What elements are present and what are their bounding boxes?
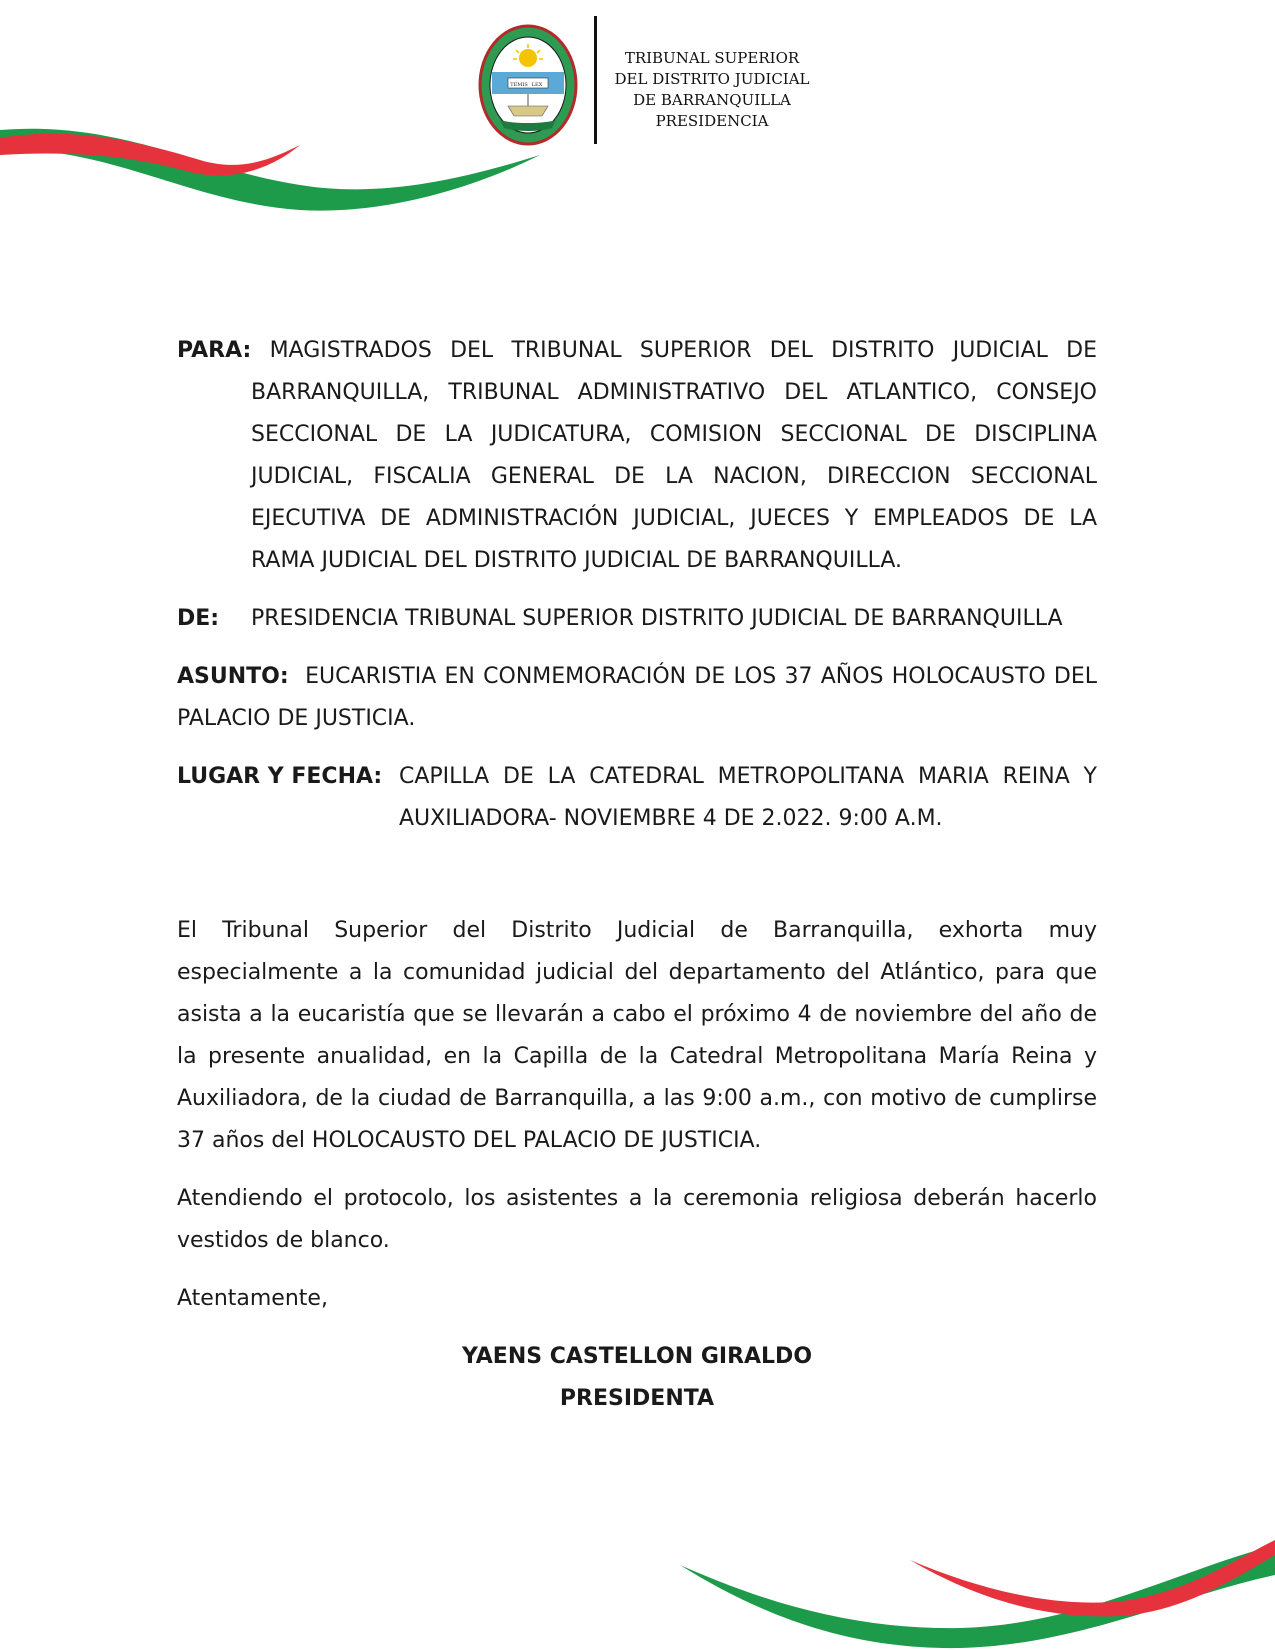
signatory-name: YAENS CASTELLON GIRALDO (461, 1344, 813, 1369)
para-recipients: MAGISTRADOS DEL TRIBUNAL SUPERIOR DEL DISTRITO JUDICIAL DE BARRANQUILLA, TRIBUNAL ADMINISTRATIVO DEL ATLANTICO, CONSEJO SECCIONAL DE LA JUDICATURA, COMISION SECCIONAL DE DISCIPLINA JUDICIAL, FISCALIA GENERAL DE LA NACION, DIRECCION SECCIONAL EJECUTIVA DE ADMINISTRACIÓN JUDICIAL, JUECES Y EMPLEADOS DE LA RAMA JUDICIAL DEL DISTRITO JUDICIAL DE BARRANQUILLA. (251, 338, 1097, 573)
memo-content (177, 330, 1097, 1420)
seal-inner-text: TEMIS (510, 82, 528, 88)
para-label: PARA: (177, 338, 252, 363)
asunto-section (177, 656, 1097, 740)
letterhead-line-2: DEL DISTRITO JUDICIAL (614, 70, 810, 88)
de-sender: PRESIDENCIA TRIBUNAL SUPERIOR DISTRITO JUDICIAL DE BARRANQUILLA (251, 606, 1063, 631)
lugar-label: LUGAR Y FECHA: (177, 764, 383, 789)
lugar-section (177, 756, 1097, 840)
signatory-title: PRESIDENTA (559, 1386, 715, 1411)
decorative-wave-bottom (680, 1520, 1275, 1650)
signature-block (177, 1336, 1097, 1420)
letterhead (612, 48, 812, 132)
asunto-subject: EUCARISTIA EN CONMEMORACIÓN DE LOS 37 AÑOS HOLOCAUSTO DEL PALACIO DE JUSTICIA. (177, 664, 1097, 731)
seal-inner-text-2: LEX (531, 82, 543, 88)
asunto-label: ASUNTO: (177, 664, 289, 689)
body-paragraph-1: El Tribunal Superior del Distrito Judicial de Barranquilla, exhorta muy especialmente a la comunidad judicial del departamento del Atlántico, para que asista a la eucaristía que se llevarán a cabo el próximo 4 de noviembre del año de la presente anualidad, en la Capilla de la Catedral Metropolitana María Reina y Auxiliadora, de la ciudad de Barranquilla, a las 9:00 a.m., con motivo de cumplirse 37 años del HOLOCAUSTO DEL PALACIO DE JUSTICIA. (177, 918, 1097, 1153)
closing-salutation: Atentamente, (177, 1286, 328, 1311)
header-divider (594, 16, 597, 144)
lugar-details: CAPILLA DE LA CATEDRAL METROPOLITANA MARIA REINA Y AUXILIADORA- NOVIEMBRE 4 DE 2.022. 9:00 A.M. (399, 764, 1097, 831)
decorative-wave-top (0, 110, 560, 220)
de-section (177, 598, 1097, 640)
letterhead-line-4: PRESIDENCIA (655, 112, 769, 130)
para-section (177, 330, 1097, 582)
letterhead-line-1: TRIBUNAL SUPERIOR (624, 49, 800, 67)
de-label: DE: (177, 606, 220, 631)
letterhead-line-3: DE BARRANQUILLA (633, 91, 791, 109)
court-seal-logo (478, 24, 578, 146)
body-paragraph-2: Atendiendo el protocolo, los asistentes a la ceremonia religiosa deberán hacerlo vestidos de blanco. (177, 1186, 1097, 1253)
